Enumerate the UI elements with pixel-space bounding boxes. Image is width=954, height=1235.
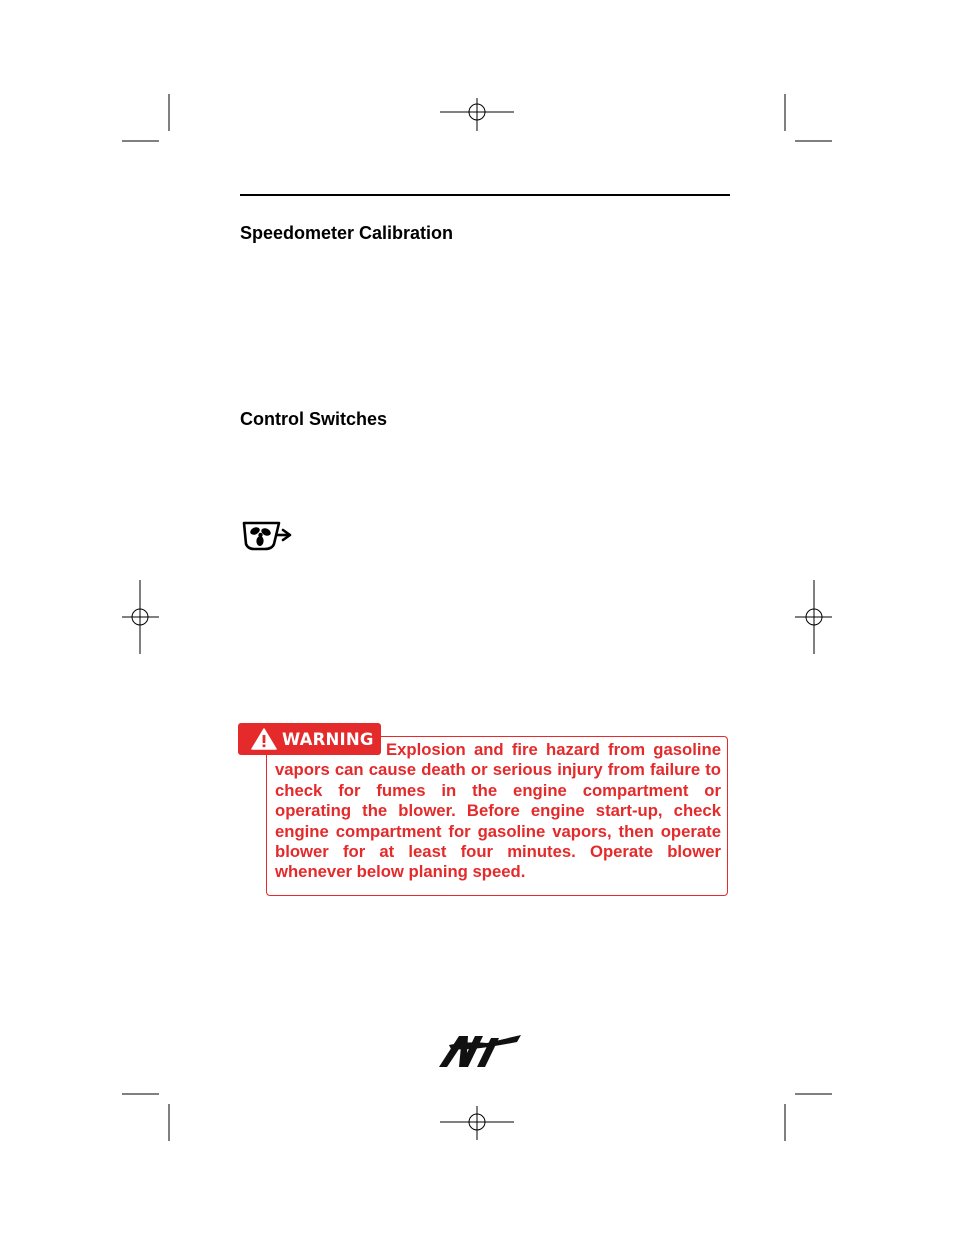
- alert-triangle-icon: [251, 728, 277, 750]
- header-rule: [240, 194, 730, 196]
- warning-text: Explosion and fire hazard from gasoline vapors can cause death or serious injury from failure to check for fumes in the engine compartment or operating the blower. Before engine start-up, check engine compartment for gasoline vapors, then operate blower for at least four minutes. Operate blower whenever below planing speed.: [275, 740, 721, 882]
- warning-label: WARNING: [282, 729, 374, 749]
- blower-fan-icon: [241, 518, 293, 552]
- section-heading-speedometer: Speedometer Calibration: [240, 223, 454, 243]
- nautique-logo-icon: [437, 1032, 523, 1068]
- section-heading-control-switches: Control Switches: [240, 409, 388, 429]
